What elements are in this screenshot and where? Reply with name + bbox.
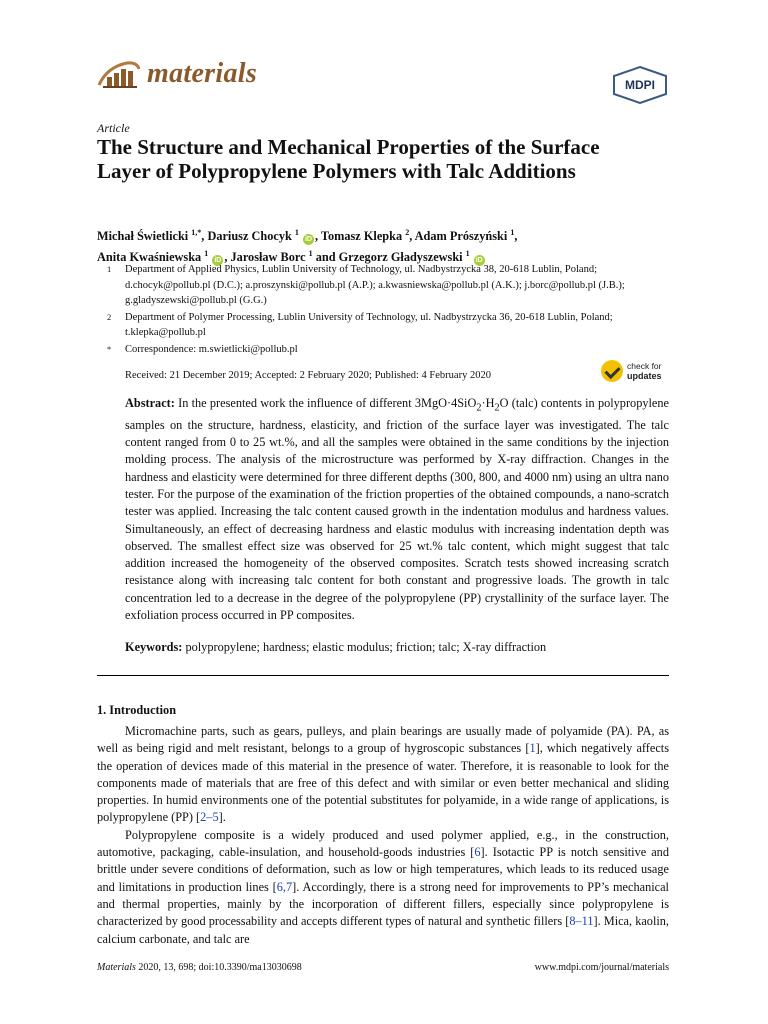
abstract-subscript: 2 — [494, 402, 500, 414]
affiliation-text: Department of Applied Physics, Lublin University of Technology, ul. Nadbystrzycka 38, 20-618 Lublin, Poland; d.chocyk@pollub.pl (D.C.); a.proszynski@pollub.pl (A.P.); a.kwasniewska@pollub.pl (A.K.); j.borc@pollub.pl (J.B.); g.gladyszewski@pollub.pl (G.G.) — [125, 264, 625, 306]
footer-url[interactable]: www.mdpi.com/journal/materials — [534, 962, 669, 973]
paper-title: The Structure and Mechanical Properties of the Surface Layer of Polypropylene Polymers with Talc Additions — [97, 135, 600, 183]
abstract — [125, 395, 669, 624]
paragraph-text: ], which negatively affects the operation of devices made of this material in the presence of water. Therefore, it is reasonable to look for the components made of materials that are free of this defect and with similar or even better mechanical and sliding properties. In humid environments one of the potential substitutes for polyamide, in a wide range of applications, is polypropylene (PP) [ — [97, 741, 669, 825]
affiliation-number: 1 — [107, 264, 112, 274]
footer-journal: Materials — [97, 962, 136, 973]
section-heading: 1. Introduction — [97, 703, 177, 717]
keywords — [125, 640, 669, 655]
author-affiliation-marker: 2 — [405, 228, 410, 237]
and-connector: and — [315, 250, 336, 265]
abstract-text: O (talc) contents in polypropylene samples on the structure, hardness, elasticity, and friction of the surface layer was investigated. The talc content ranged from 0 to 25 wt.%, and all the samples were obtained in the same conditions by the injection molding process. The analysis of the microstructure was performed by X-ray diffraction. Changes in the hardness and elasticity were determined for three different depths (300, 800, and 4000 nm) using an ultra nano tester. For the purpose of the examination of the friction properties of the obtained compounds, a nano-scratch tester was applied. Increasing the talc content caused growth in the indentation modulus and hardness values. Simultaneously, an effect of decreasing hardness and elastic modulus with increasing indentation depth was observed. The smallest effect size was observed for 25 wt.% talc content, which might suggest that talc addition increased the homogeneity of the observed composites. Scratch tests showed increasing scratch resistance along with increasing talc content for both constant and progressive loads. The growth in talc concentration led to a decrease in the degree of the polypropylene (PP) crystallinity of the surface layer. The exfoliation process occurred in PP composites. — [125, 396, 669, 623]
author-name[interactable]: Tomasz Klepka — [320, 229, 403, 244]
publisher-name: MDPI — [625, 78, 655, 92]
citation-link[interactable]: 1 — [529, 741, 536, 756]
orcid-icon[interactable]: iD — [214, 257, 222, 265]
affiliation-number: 2 — [107, 311, 112, 322]
mdpi-logo-icon[interactable] — [612, 66, 668, 104]
abstract-subscript: 2 — [476, 402, 482, 414]
author-affiliation-marker: 1 — [204, 249, 209, 259]
keywords-text: polypropylene; hardness; elastic modulus; friction; talc; X-ray diffraction — [185, 640, 547, 654]
author-name[interactable]: Dariusz Chocyk — [207, 229, 292, 244]
publication-dates: Received: 21 December 2019; Accepted: 2 February 2020; Published: 4 February 2020 — [125, 370, 491, 381]
author-affiliation-marker: 1 — [510, 228, 515, 237]
paragraph — [97, 723, 669, 827]
author-affiliation-marker: 1 — [465, 249, 470, 259]
correspondence-text: Correspondence: m.swietlicki@pollub.pl — [125, 343, 298, 355]
abstract-text-mid: ·H — [481, 396, 495, 410]
affiliation-text: Department of Polymer Processing, Lublin University of Technology, ul. Nadbystrzycka 36, 20-618 Lublin, Poland; t.klepka@pollub.pl — [125, 311, 613, 338]
orcid-icon[interactable]: iD — [475, 257, 483, 265]
check-for-updates-icon — [601, 360, 623, 382]
journal-name: materials — [147, 58, 258, 89]
citation-link[interactable]: 2–5 — [200, 810, 219, 825]
section-divider — [97, 675, 669, 676]
paragraph — [97, 827, 669, 948]
footer-citation — [97, 962, 302, 973]
affiliation-item — [97, 342, 677, 358]
citation-link[interactable]: 6 — [474, 845, 481, 860]
citation-link[interactable]: 6,7 — [276, 879, 293, 894]
citation-link[interactable]: 8–11 — [569, 914, 594, 929]
page-footer — [97, 962, 669, 973]
author-affiliation-marker: 1,* — [191, 228, 202, 237]
author-name[interactable]: Grzegorz Gładyszewski — [338, 250, 463, 265]
check-for-updates-line2: updates — [627, 371, 662, 381]
author-list: Michał Świetlicki $^{1,*}$, Dariusz Chocyk $^1$ iD , Tomasz Klepka $^2$, Adam Prószyński $^1$, Anita Kwaśniewska $^1$ iD , Jarosław Borc $^1$ and Grzegorz Gładyszewski $^1$ iD — [97, 228, 518, 265]
paragraph-text: ]. Isotactic PP is notch sensitive and brittle under severe conditions of deformation, such as low or high temperatures, which leads to its reduced usage and limitations in production lines [ — [97, 845, 669, 894]
author-name[interactable]: Anita Kwaśniewska — [97, 250, 202, 265]
affiliation-item — [97, 262, 677, 309]
paragraph-text: ]. — [218, 810, 226, 825]
check-for-updates-button[interactable] — [601, 360, 662, 382]
materials-logo-icon — [97, 59, 141, 89]
journal-logo[interactable] — [97, 58, 257, 90]
check-for-updates-label — [627, 361, 662, 381]
affiliations — [97, 262, 677, 358]
section-body — [97, 723, 669, 948]
author-affiliation-marker: 1 — [308, 249, 313, 259]
author-name[interactable]: Adam Prószyński — [414, 229, 508, 244]
abstract-text-start: In the presented work the influence of different 3MgO·4SiO — [178, 396, 477, 410]
article-type: Article — [97, 121, 130, 135]
paragraph-text: Polypropylene composite is a widely produced and used polymer applied, e.g., in the construction, automotive, packaging, cable-insulation, and household-goods industries [ — [97, 827, 669, 860]
check-for-updates-line1: check for — [627, 361, 662, 371]
orcid-icon[interactable]: iD — [304, 236, 312, 244]
author-affiliation-marker: 1 — [294, 228, 299, 237]
abstract-label: Abstract: — [125, 396, 175, 410]
footer-doi: 2020, 13, 698; doi:10.3390/ma13030698 — [138, 962, 302, 973]
keywords-label: Keywords: — [125, 640, 183, 654]
paragraph-text: ]. Mica, kaolin, calcium carbonate, and talc are — [97, 914, 670, 946]
author-name[interactable]: Michał Świetlicki — [97, 229, 189, 244]
author-name[interactable]: Jarosław Borc — [230, 250, 306, 265]
affiliation-item — [97, 310, 677, 341]
paragraph-text: Micromachine parts, such as gears, pulleys, and plain bearings are usually made of polyamide (PA). PA, as well as being rigid and melt resistant, belongs to a group of hygroscopic substances [ — [97, 724, 669, 756]
affiliation-number: * — [107, 343, 112, 354]
paragraph-text: ]. Accordingly, there is a strong need for improvements to PP’s mechanical and thermal properties, mainly by the incorporation of different fillers, especially since polypropylene is characterized by good processability and accepts different types of natural and synthetic fillers [ — [97, 879, 669, 929]
